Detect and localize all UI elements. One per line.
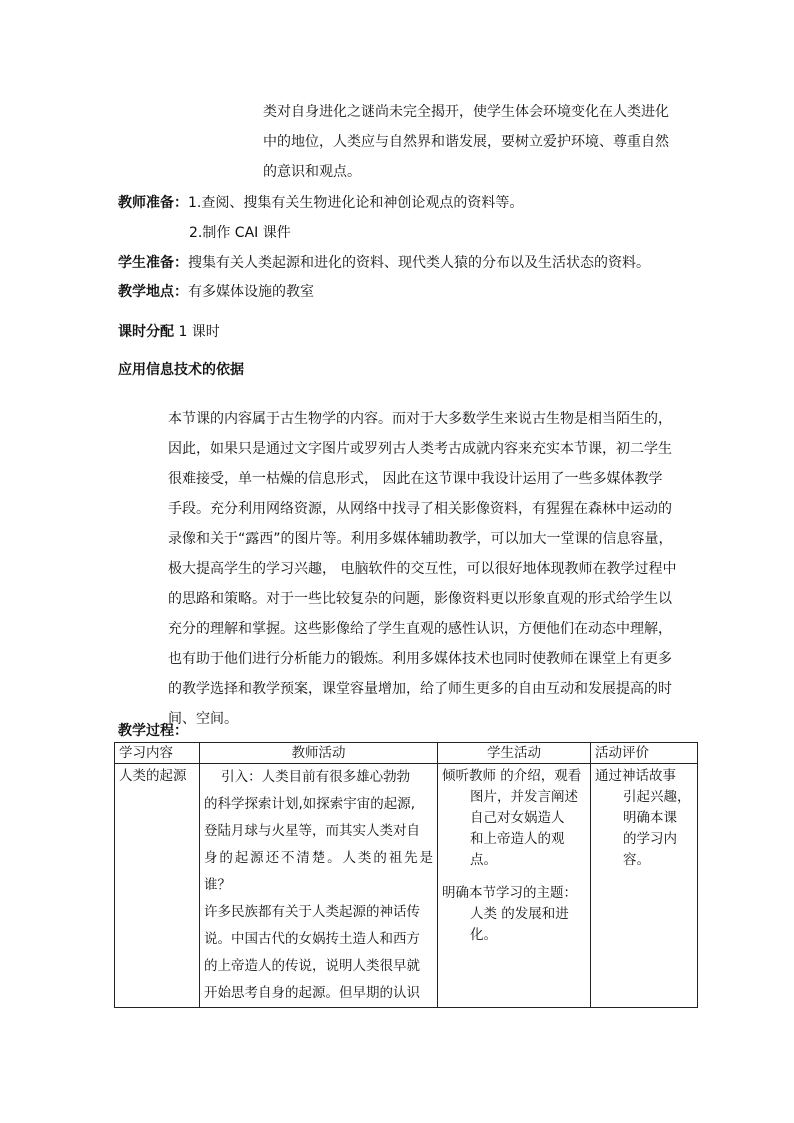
student-line: 人类 的发展和进	[470, 906, 569, 922]
location-label: 教学地点：	[118, 284, 188, 300]
student-prep	[118, 252, 650, 274]
teacher-prep-item-2: 2.制作 CAI 课件	[189, 225, 291, 241]
schedule-text: 1 课时	[178, 324, 220, 340]
it-basis-line: 也有助于他们进行分析能力的锻炼。利用多媒体技术也同时使教师在课堂上有更多	[168, 651, 672, 667]
eval-line: 通过神话故事	[595, 768, 676, 784]
it-basis-line: 本节课的内容属于古生物学的内容。而对于大多数学生来说古生物是相当陌生的，	[168, 411, 672, 427]
spacer	[442, 871, 586, 883]
it-basis-line: 的思路和策略。对于一些比较复杂的问题，影像资料更以形象直观的形式给学生以	[168, 591, 672, 607]
eval-line: 容。	[623, 852, 650, 868]
it-basis-line: 极大提高学生的学习兴趣， 电脑软件的交互性，可以很好地体现教师在教学过程中	[168, 561, 677, 577]
eval-line: 明确本课	[623, 810, 677, 826]
class-schedule	[118, 321, 220, 343]
student-line: 和上帝造人的观	[470, 831, 565, 847]
column-header: 学生活动	[438, 743, 591, 764]
column-header: 活动评价	[591, 743, 698, 764]
it-basis-line: 充分的理解和掌握。这些影像给了学生直观的感性认识，方便他们在动态中理解，	[168, 621, 672, 637]
process-heading: 教学过程：	[118, 723, 188, 739]
learning-content-text: 人类的起源	[119, 768, 187, 784]
student-line: 倾听教师 的介绍，观看	[442, 768, 582, 784]
teacher-line: 许多民族都有关于人类起源的神话传	[204, 904, 420, 920]
student-line: 明确本节学习的主题：	[442, 885, 577, 901]
intro-line: 类对自身进化之谜尚未完全揭开，使学生体会环境变化在人类进化	[263, 104, 669, 120]
teacher-line: 身的起源还不清楚。人类的祖先是谁？	[204, 850, 433, 893]
intro-paragraph	[263, 97, 703, 187]
intro-line: 中的地位，人类应与自然界和谐发展，要树立爱护环境、尊重自然	[263, 134, 669, 150]
schedule-label: 课时分配	[118, 324, 174, 340]
it-basis-line: 手段。充分利用网络资源，从网络中找寻了相关影像资料，有猩猩在森林中运动的	[168, 501, 672, 517]
student-line: 图片，并发言阐述	[470, 789, 578, 805]
teacher-activity-cell	[200, 764, 438, 1008]
intro-line: 的意识和观点。	[263, 164, 361, 180]
it-basis-line: 的教学选择和教学预案，课堂容量增加，给了师生更多的自由互动和发展提高的时	[168, 681, 672, 697]
teacher-line: 的上帝造人的传说，说明人类很早就	[204, 958, 420, 974]
learning-content-cell	[115, 764, 200, 1008]
teacher-line: 开始思考自身的起源。但早期的认识	[204, 985, 420, 1001]
student-line: 化。	[470, 927, 497, 943]
teacher-prep	[118, 192, 523, 214]
it-basis-line: 录像和关于“露西”的图片等。利用多媒体辅助教学，可以加大一堂课的信息容量，	[168, 531, 673, 547]
it-basis-heading: 应用信息技术的依据	[118, 362, 244, 378]
eval-line: 的学习内	[623, 831, 677, 847]
column-header: 教师活动	[200, 743, 438, 764]
teacher-prep-item-1: 1.查阅、搜集有关生物进化论和神创论观点的资料等。	[188, 195, 524, 211]
student-prep-text: 搜集有关人类起源和进化的资料、现代类人猿的分布以及生活状态的资料。	[188, 255, 650, 271]
teacher-prep-label: 教师准备：	[118, 195, 188, 211]
teacher-line: 引入：人类目前有很多雄心勃勃	[204, 769, 411, 785]
process-table	[114, 742, 698, 1008]
eval-line: 引起兴趣，	[623, 789, 691, 805]
table-header-row	[115, 743, 698, 764]
student-activity-cell	[438, 764, 591, 1008]
column-header: 学习内容	[115, 743, 200, 764]
it-basis-line: 间、空间。	[168, 711, 238, 727]
table-row	[115, 764, 698, 1008]
it-basis-line: 因此，如果只是通过文字图片或罗列古人类考古成就内容来充实本节课，初二学生	[168, 441, 672, 457]
teacher-line: 的科学探索计划,如探索宇宙的起源,	[204, 796, 416, 812]
location-text: 有多媒体设施的教室	[188, 284, 314, 300]
it-basis-line: 很难接受，单一枯燥的信息形式， 因此在这节课中我设计运用了一些多媒体教学	[168, 471, 663, 487]
student-prep-label: 学生准备：	[118, 255, 188, 271]
student-line: 自己对女娲造人	[470, 810, 565, 826]
teacher-line: 说。中国古代的女娲抟土造人和西方	[204, 931, 420, 947]
student-line: 点。	[470, 852, 497, 868]
teaching-location	[118, 281, 314, 303]
activity-evaluation-cell	[591, 764, 698, 1008]
it-basis-paragraph	[168, 404, 708, 734]
teacher-line: 登陆月球与火星等，而其实人类对自	[204, 823, 420, 839]
